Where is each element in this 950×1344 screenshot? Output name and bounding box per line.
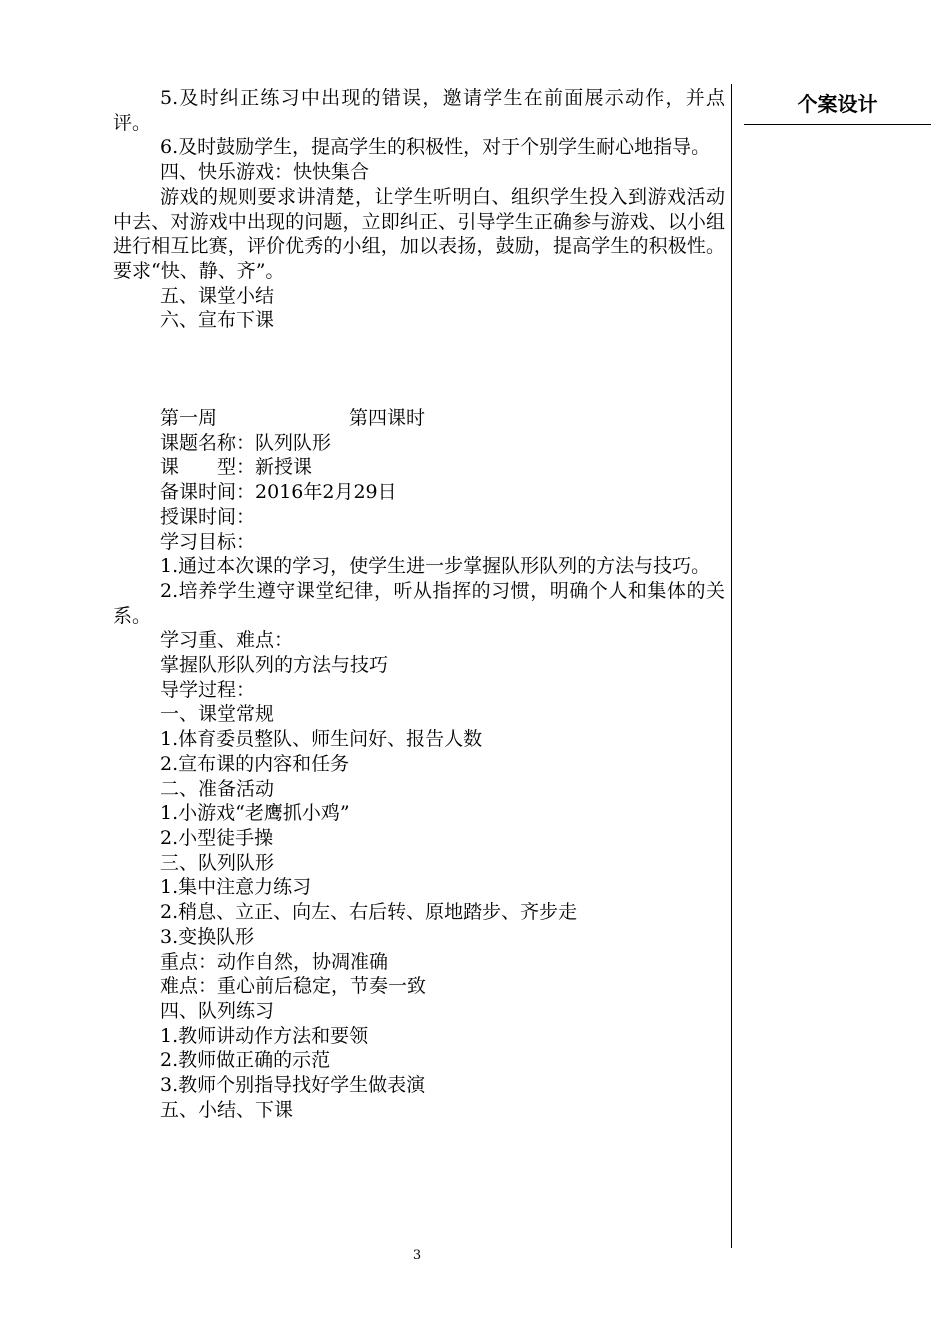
process-item: 1.集中注意力练习 xyxy=(160,876,312,899)
goal-2: 2.培养学生遵守课堂纪律，听从指挥的习惯，明确个人和集体的关系。 xyxy=(113,579,725,627)
lesson-title-line xyxy=(113,431,725,456)
process-item: 五、小结、下课 xyxy=(160,1098,294,1121)
process-item: 3.教师个别指导找好学生做表演 xyxy=(160,1074,426,1097)
item-5: 5.及时纠正练习中出现的错误，邀请学生在前面展示动作，并点评。 xyxy=(113,87,725,134)
dismiss-class: 六、宣布下课 xyxy=(160,309,275,332)
process-item: 1.小游戏“老鹰抓小鸡” xyxy=(160,802,350,825)
period-label: 第四课时 xyxy=(349,407,426,430)
game-heading: 四、快乐游戏：快快集合 xyxy=(160,161,370,184)
process-item: 2.稍息、立正、向左、右后转、原地踏步、齐步走 xyxy=(160,901,578,924)
column-divider xyxy=(731,84,732,1248)
process-item: 2.小型徒手操 xyxy=(160,826,274,849)
teach-time-line xyxy=(113,505,725,530)
process-item: 1.教师讲动作方法和要领 xyxy=(160,1024,369,1047)
lesson-type-line xyxy=(113,455,725,480)
goal-1: 1.通过本次课的学习，使学生进一步掌握队形队列的方法与技巧。 xyxy=(160,555,711,578)
process-item: 1.体育委员整队、师生问好、报告人数 xyxy=(160,728,483,751)
process-item: 重点：动作自然，协凋准确 xyxy=(160,950,389,973)
lesson-title-value: 队列队形 xyxy=(255,431,332,454)
prep-time-line xyxy=(113,480,725,505)
process-item: 2.宣布课的内容和任务 xyxy=(160,752,350,775)
process-item: 三、队列队形 xyxy=(160,851,275,874)
lesson-plan-body xyxy=(113,86,725,1122)
process-item: 二、准备活动 xyxy=(160,777,275,800)
teach-time-label: 授课时间： xyxy=(160,505,256,528)
process-item: 3.变换队形 xyxy=(160,925,255,948)
process-label: 导学过程： xyxy=(160,678,256,701)
process-item: 2.教师做正确的示范 xyxy=(160,1049,331,1072)
lesson-type-label-b: 型： xyxy=(217,456,256,479)
lesson-title-label: 课题名称： xyxy=(160,431,256,454)
side-column-title: 个案设计 xyxy=(797,92,878,116)
lesson-type-label-a: 课 xyxy=(160,456,180,479)
section-gap xyxy=(113,333,725,406)
key-points-label: 学习重、难点： xyxy=(160,629,294,652)
game-rules: 游戏的规则要求讲清楚，让学生听明白、组织学生投入到游戏活动中去、对游戏中出现的问题，立即纠正、引导学生正确参与游戏、以小组进行相互比赛，评价优秀的小组，加以表扬，鼓励，提高学生的积极性。要求“快、静、齐”。 xyxy=(113,185,725,282)
process-item: 难点：重心前后稳定，节奏一致 xyxy=(160,975,427,998)
prep-time-label: 备课时间： xyxy=(160,481,256,504)
lesson-type-value: 新授课 xyxy=(255,456,313,479)
process-list xyxy=(113,702,725,1122)
process-item: 四、队列练习 xyxy=(160,999,275,1022)
page-number: 3 xyxy=(412,1248,422,1263)
class-summary: 五、课堂小结 xyxy=(160,284,275,307)
goals-label: 学习目标： xyxy=(160,530,256,553)
process-item: 一、课堂常规 xyxy=(160,703,275,726)
week-period-line xyxy=(113,406,725,431)
key-points-text: 掌握队形队列的方法与技巧 xyxy=(160,654,389,677)
side-title-rule xyxy=(744,124,931,125)
prep-time-value: 2016年2月29日 xyxy=(255,481,397,504)
week-label: 第一周 xyxy=(160,407,218,430)
item-6: 6.及时鼓励学生，提高学生的积极性，对于个别学生耐心地指导。 xyxy=(160,136,711,159)
